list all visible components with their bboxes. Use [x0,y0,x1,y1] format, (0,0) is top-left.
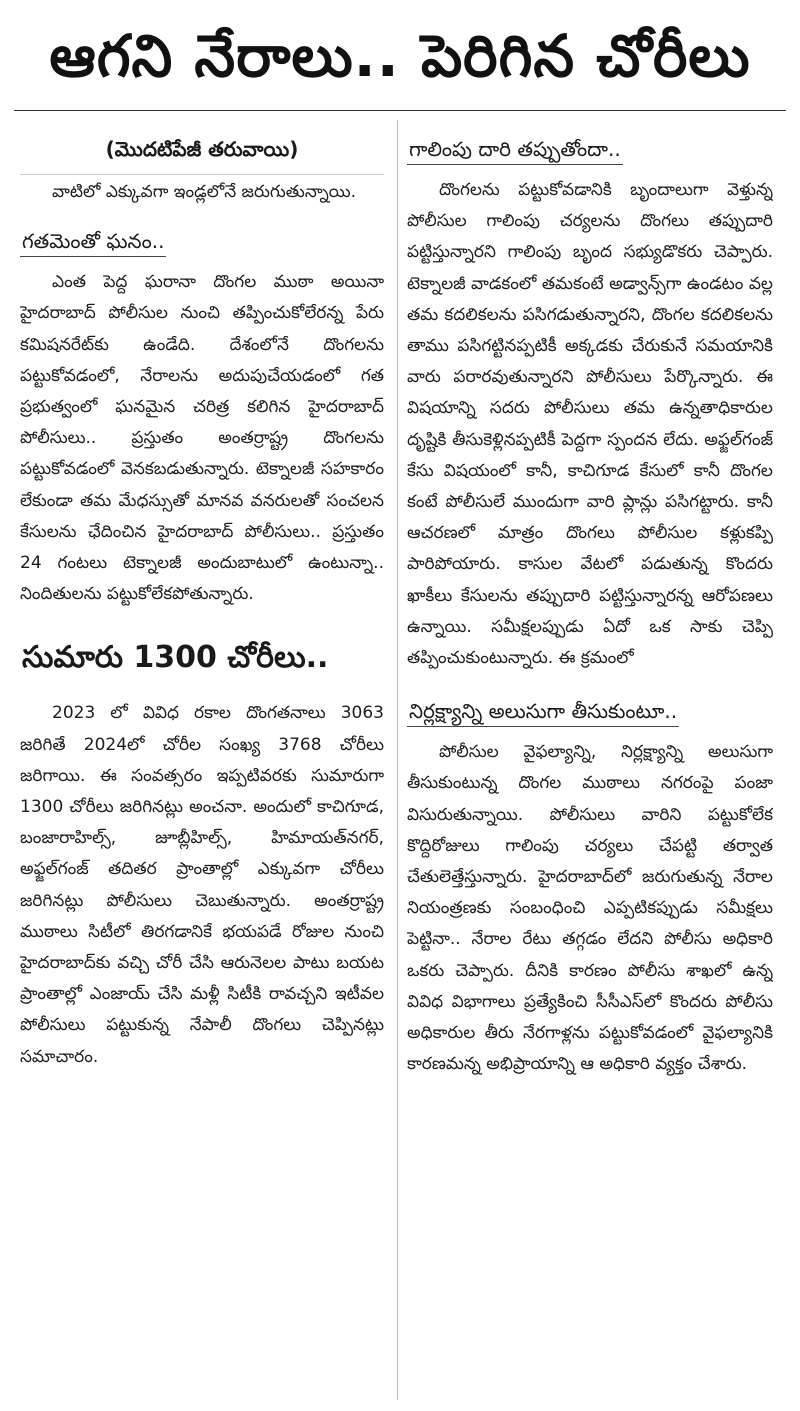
right-column [407,120,773,1400]
continued-label-wrap [20,120,384,170]
subheading: సుమారు 1300 చోరీలు.. [22,640,329,676]
continued-label: (మొదటిపేజీ తరువాయి) [105,137,299,161]
subheading: నిర్లక్ష్యాన్ని అలుసుగా తీసుకుంటూ.. [407,696,679,727]
article-paragraph: వాటిలో ఎక్కువగా ఇండ్లలోనే జరుగుతున్నాయి. [52,182,356,202]
article-paragraph: 2023 లో వివిధ రకాల దొంగతనాలు 3063 జరిగితే 2024లో చోరీల సంఖ్య 3768 చోరీలు జరిగాయి. ఈ సంవత్సరం ఇప్పటివరకు సుమారుగా 1300 చోరీలు జరిగినట్లు అంచనా. అందులో కాచిగూడ, బంజారాహిల్స్, జూబ్లీహిల్స్, హిమాయత్‌నగర్, అఫ్జల్‌గంజ్ తదితర ప్రాంతాల్లో ఎక్కువగా చోరీలు జరిగినట్లు పోలీసులు చెబుతున్నారు. అంతర్రాష్ట్ర ముఠాలు సిటీలో తిరగడానికే భయపడే రోజుల నుంచి హైదరాబాద్‌కు వచ్చి చోరీ చేసి ఆరునెలల పాటు బయట ప్రాంతాల్లో ఎంజాయ్ చేసి మళ్లీ సిటీకి రావచ్చని ఇటీవల పోలీసులు పట్టుకున్న నేపాలీ దొంగలు చెప్పినట్లు సమాచారం. [20,703,384,1067]
subheading: గాలింపు దారి తప్పుతోందా.. [407,134,623,165]
article-paragraph: పోలీసుల వైఫల్యాన్ని, నిర్లక్ష్యాన్ని అలుసుగా తీసుకుంటున్న దొంగల ముఠాలు నగరంపై పంజా విసురుతున్నాయి. పోలీసులు వారిని పట్టుకోలేక కొద్దిరోజులు గాలింపు చర్యలు చేపట్టి తర్వాత చేతులెత్తేస్తున్నారు. హైదరాబాద్‌లో జరుగుతున్న నేరాల నియంత్రణకు సంబంధించి ఎప్పటికప్పుడు సమీక్షలు పెట్టినా.. నేరాల రేటు తగ్గడం లేదని పోలీసు అధికారి ఒకరు చెప్పారు. దీనికి కారణం పోలీసు శాఖలో ఉన్న వివిధ విభాగాలు ప్రత్యేకించి సీసీఎస్‌లో కొందరు పోలీసు అధికారుల తీరు నేరగాళ్లను పట్టుకోవడంలో వైఫల్యానికి కారణమన్న అభిప్రాయాన్ని ఆ అధికారి వ్యక్తం చేశారు. [407,742,773,1075]
column-divider [397,120,398,1400]
article-paragraph: దొంగలను పట్టుకోవడానికి బృందాలుగా వెళ్తున్న పోలీసుల గాలింపు చర్యలను దొంగలు తప్పుదారి పట్టిస్తున్నారని గాలింపు బృంద సభ్యుడొకరు చెప్పారు. టెక్నాలజీ వాడకంలో తమకంటే అడ్వాన్స్‌గా ఉండటం వల్ల తమ కదలికలను పసిగడుతున్నారని, దొంగల కదలికలను తాము పసిగట్టినప్పటికీ అక్కడకు చేరుకునే సమయానికి వారు పరారవుతున్నారని పోలీసులు పేర్కొన్నారు. ఈ విషయాన్ని సదరు పోలీసులు తమ ఉన్నతాధికారుల దృష్టికి తీసుకెళ్లినప్పటికీ పెద్దగా స్పందన లేదు. అఫ్జల్‌గంజ్ కేసు విషయంలో కానీ, కాచిగూడ కేసులో కానీ దొంగల కంటే పోలీసులే ముందుగా వారి ప్లాన్లు పసిగట్టారు. కానీ ఆచరణలో మాత్రం దొంగలు పోలీసుల కళ్లుకప్పి పారిపోయారు. కాసుల వేటలో పడుతున్న కొందరు ఖాకీలు కేసులను తప్పుదారి పట్టిస్తున్నారన్న ఆరోపణలు ఉన్నాయి. సమీక్షలప్పుడు ఏదో ఒక సాకు చెప్పి తప్పించుకుంటున్నారు. ఈ క్రమంలో [407,180,773,669]
left-column [20,120,384,1400]
headline: ఆగని నేరాలు.. పెరిగిన చోరీలు [49,22,751,90]
headline-rule [14,110,786,111]
continued-divider [20,174,384,175]
subheading: గతమెంతో ఘనం.. [20,226,166,257]
article-paragraph: ఎంత పెద్ద ఘరానా దొంగల ముఠా అయినా హైదరాబాద్ పోలీసుల నుంచి తప్పించుకోలేరన్న పేరు కమిషనరేట్‌కు ఉండేది. దేశంలోనే దొంగలను పట్టుకోవడంలో, నేరాలను అదుపుచేయడంలో గత ప్రభుత్వంలో ఘనమైన చరిత్ర కలిగిన హైదరాబాద్ పోలీసులు.. ప్రస్తుతం అంతర్రాష్ట్ర దొంగలను పట్టుకోవడంలో వెనకబడుతున్నారు. టెక్నాలజీ సహకారం లేకుండా తమ మేధస్సుతో మానవ వనరులతో సంచలన కేసులను ఛేదించిన హైదరాబాద్ పోలీసులు.. ప్రస్తుతం 24 గంటలు టెక్నాలజీ అందుబాటులో ఉంటున్నా.. నిందితులను పట్టుకోలేకపోతున్నారు. [20,272,384,605]
